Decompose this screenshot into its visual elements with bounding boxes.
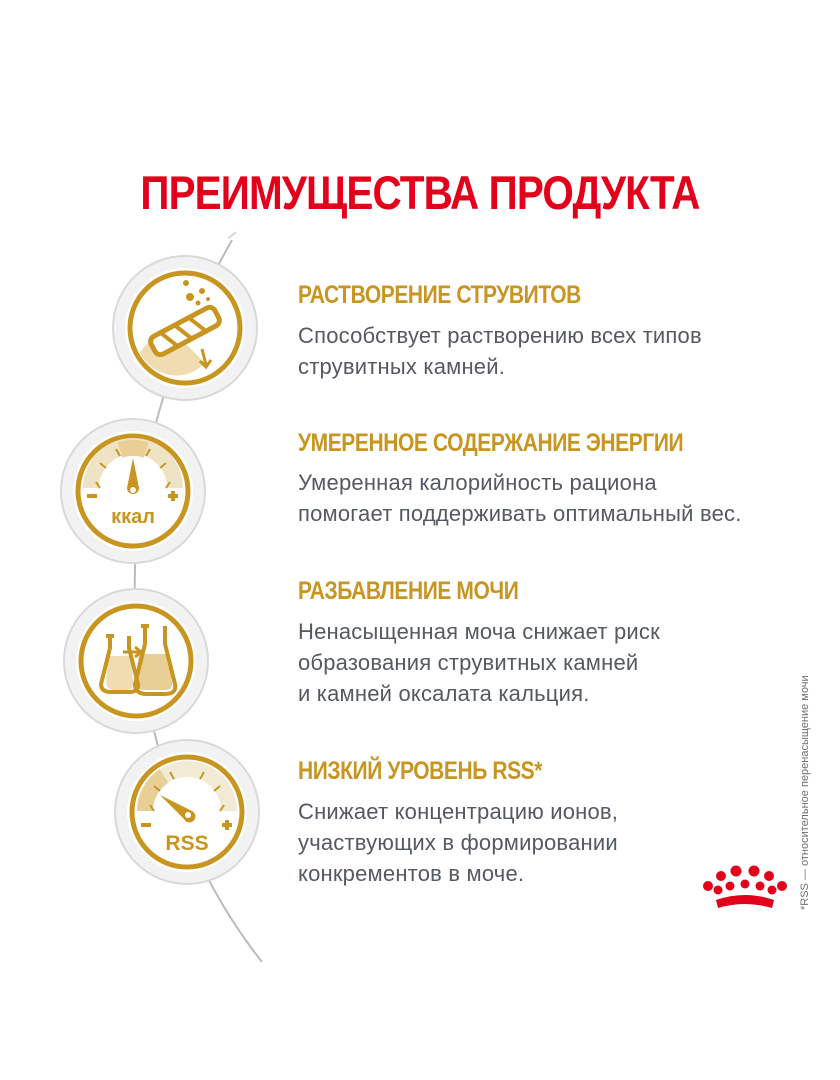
rss-footnote: *RSS — относительное перенасыщение мочи bbox=[799, 675, 811, 910]
feature-title-dilution: РАЗБАВЛЕНИЕ МОЧИ bbox=[298, 577, 519, 605]
description-line: и камней оксалата кальция. bbox=[298, 681, 590, 706]
description-line: Способствует растворению всех типов bbox=[298, 323, 702, 348]
crystal-dissolution-icon bbox=[110, 253, 260, 403]
description-line: конкрементов в моче. bbox=[298, 861, 525, 886]
feature-title-rss: НИЗКИЙ УРОВЕНЬ RSS* bbox=[298, 757, 543, 785]
feature-description-dilution bbox=[298, 616, 828, 709]
description-line: образования струвитных камней bbox=[298, 650, 639, 675]
crown-logo-icon bbox=[700, 862, 790, 914]
feature-description-struvite bbox=[298, 320, 828, 382]
energy-gauge-icon bbox=[58, 416, 208, 566]
page-title: ПРЕИМУЩЕСТВА ПРОДУКТА bbox=[140, 166, 700, 219]
feature-description-energy bbox=[298, 467, 828, 529]
feature-title-struvite: РАСТВОРЕНИЕ СТРУВИТОВ bbox=[298, 281, 581, 309]
energy-icon-label: ккал bbox=[111, 506, 155, 528]
urine-dilution-icon bbox=[61, 586, 211, 736]
description-line: Ненасыщенная моча снижает риск bbox=[298, 619, 660, 644]
description-line: Умеренная калорийность рациона bbox=[298, 470, 657, 495]
feature-title-energy: УМЕРЕННОЕ СОДЕРЖАНИЕ ЭНЕРГИИ bbox=[298, 429, 684, 457]
description-line: Снижает концентрацию ионов, bbox=[298, 799, 619, 824]
description-line: помогает поддерживать оптимальный вес. bbox=[298, 501, 742, 526]
description-line: участвующих в формировании bbox=[298, 830, 618, 855]
description-line: струвитных камней. bbox=[298, 354, 506, 379]
rss-gauge-icon bbox=[112, 737, 262, 887]
rss-icon-label: RSS bbox=[165, 832, 209, 855]
